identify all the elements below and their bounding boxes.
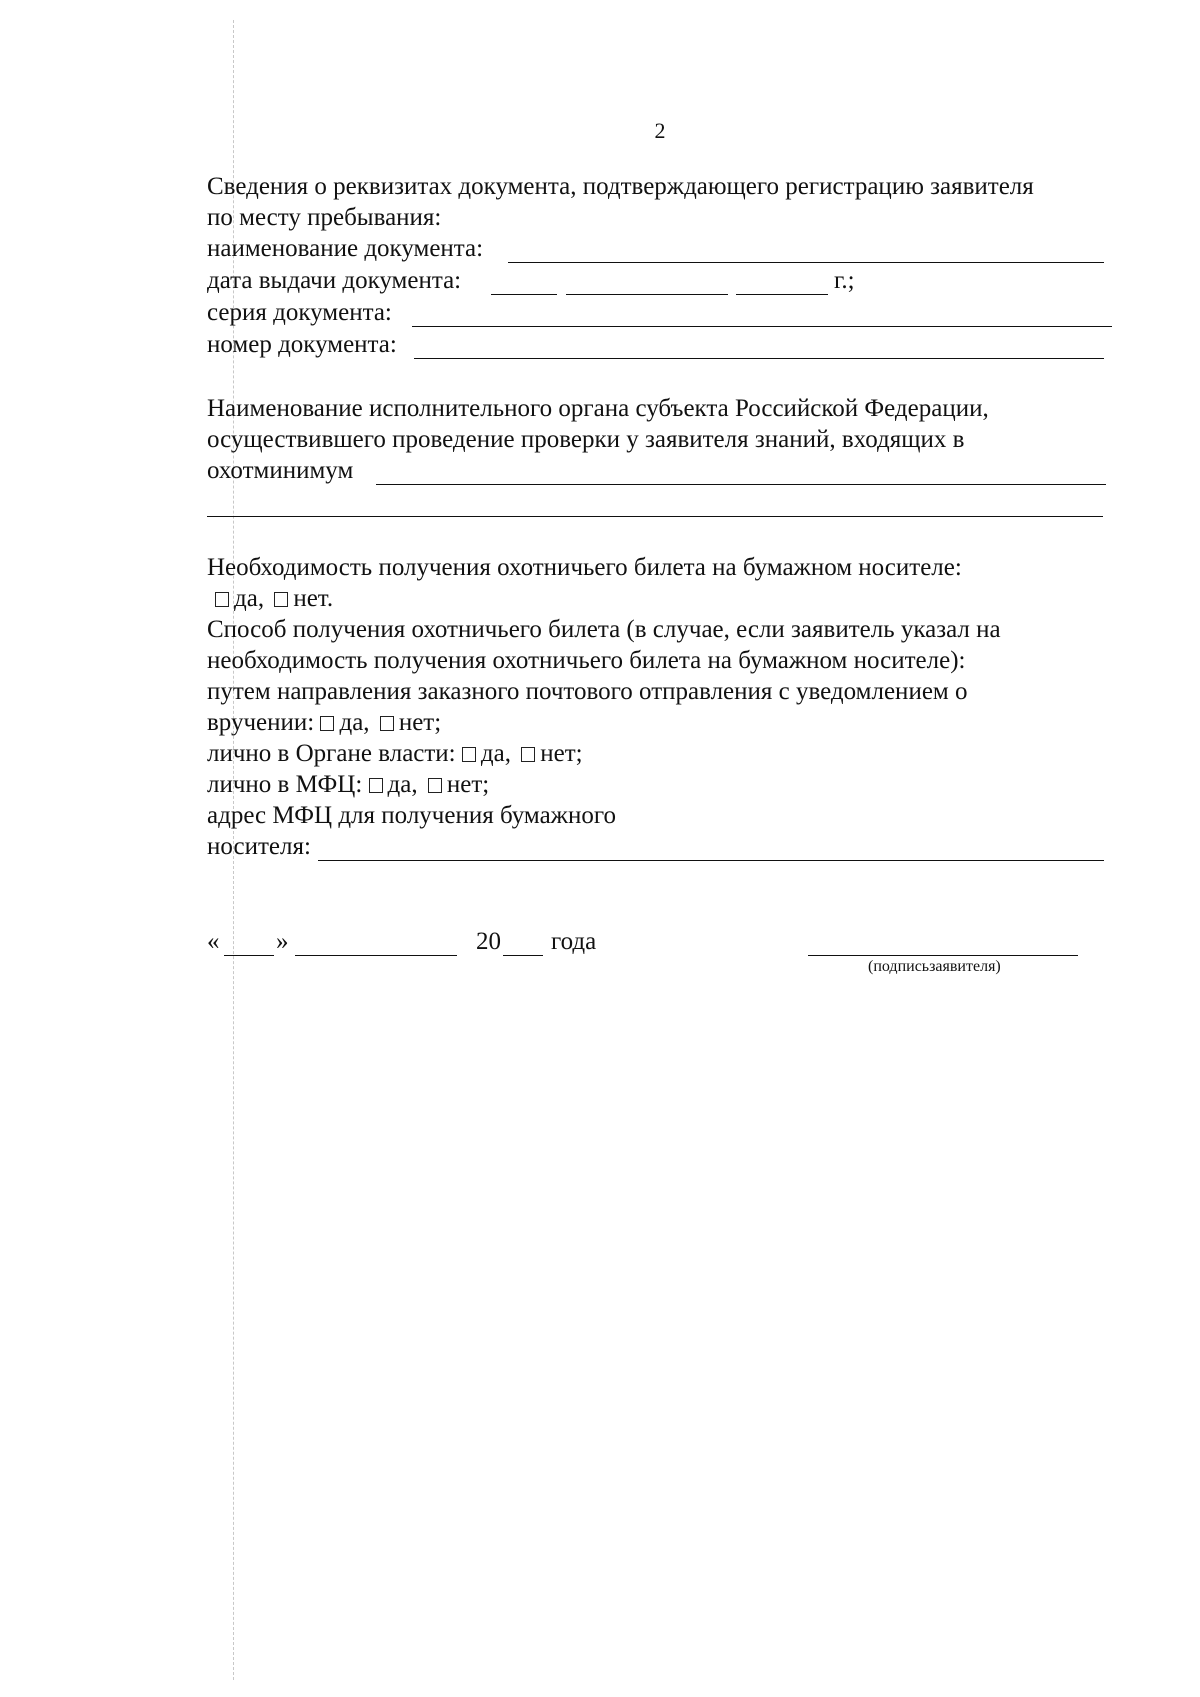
number-label: номер документа:	[207, 331, 397, 358]
mfc-yes-checkbox[interactable]	[369, 778, 383, 793]
registration-heading-line2: по месту пребывания:	[207, 204, 442, 231]
mfc-yes-label: да,	[387, 771, 418, 798]
date-year-field[interactable]	[503, 955, 543, 956]
paper-ticket-options	[215, 584, 333, 614]
mfc-address-line2: носителя:	[207, 833, 311, 860]
date-century: 20	[476, 928, 501, 955]
delivery-authority-options	[207, 739, 583, 769]
mfc-pickup-label: лично в МФЦ:	[207, 771, 363, 798]
issue-day-field[interactable]	[491, 294, 557, 295]
delivery-line3: путем направления заказного почтового отправления с уведомлением о	[207, 678, 968, 705]
paper-ticket-question: Необходимость получения охотничьего билета на бумажном носителе:	[207, 554, 962, 581]
authority-field-2[interactable]	[207, 516, 1103, 517]
authority-no-checkbox[interactable]	[521, 747, 535, 762]
date-day-field[interactable]	[224, 955, 274, 956]
authority-yes-label: да,	[480, 740, 511, 767]
authority-no-label: нет;	[540, 740, 583, 767]
page-number: 2	[654, 118, 666, 143]
authority-line3: охотминимум	[207, 457, 354, 484]
date-close-quote: »	[276, 928, 289, 955]
delivery-line1: Способ получения охотничьего билета (в случае, если заявитель указал на	[207, 616, 1001, 643]
mail-yes-checkbox[interactable]	[320, 716, 334, 731]
mfc-no-checkbox[interactable]	[428, 778, 442, 793]
authority-line1: Наименование исполнительного органа субъекта Российской Федерации,	[207, 395, 989, 422]
date-month-field[interactable]	[295, 955, 457, 956]
authority-line2: осуществившего проведение проверки у заявителя знаний, входящих в	[207, 426, 965, 453]
paper-yes-checkbox[interactable]	[215, 592, 229, 607]
series-label: серия документа:	[207, 299, 392, 326]
issue-year-field[interactable]	[736, 294, 828, 295]
doc-name-label: наименование документа:	[207, 235, 484, 262]
mfc-no-label: нет;	[446, 771, 490, 798]
authority-field-1[interactable]	[376, 484, 1106, 485]
delivery-mail-options	[207, 708, 441, 738]
year-suffix: г.;	[834, 267, 855, 294]
issue-month-field[interactable]	[566, 294, 728, 295]
authority-yes-checkbox[interactable]	[462, 747, 476, 762]
paper-yes-label: да,	[234, 585, 265, 612]
mail-no-label: нет;	[398, 709, 442, 736]
date-year-word: года	[551, 928, 597, 955]
mail-yes-label: да,	[339, 709, 370, 736]
paper-no-label: нет.	[293, 585, 334, 612]
issue-date-label: дата выдачи документа:	[207, 267, 462, 294]
authority-pickup-label: лично в Органе власти:	[207, 740, 456, 767]
number-field[interactable]	[414, 358, 1104, 359]
signature-caption: (подписьзаявителя)	[868, 958, 1001, 975]
delivery-line2: необходимость получения охотничьего билета на бумажном носителе):	[207, 647, 966, 674]
date-open-quote: «	[207, 928, 220, 955]
mfc-address-field[interactable]	[318, 860, 1104, 861]
mail-no-checkbox[interactable]	[380, 716, 394, 731]
delivery-mfc-options	[207, 770, 489, 800]
mfc-address-line1: адрес МФЦ для получения бумажного	[207, 802, 616, 829]
series-field[interactable]	[412, 326, 1112, 327]
signature-field[interactable]	[808, 955, 1078, 956]
doc-name-field[interactable]	[508, 262, 1104, 263]
paper-no-checkbox[interactable]	[274, 592, 288, 607]
mail-label: вручении:	[207, 709, 315, 736]
registration-heading-line1: Сведения о реквизитах документа, подтверждающего регистрацию заявителя	[207, 173, 1034, 200]
